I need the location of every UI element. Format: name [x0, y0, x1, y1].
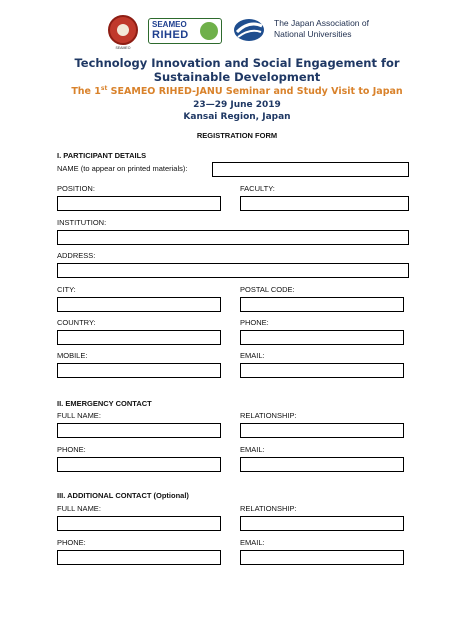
janu-logo-text	[274, 18, 369, 40]
mobile-label: MOBILE:	[57, 351, 88, 360]
additional-email-field[interactable]	[240, 550, 404, 565]
seameo-rihed-logo	[148, 18, 222, 44]
city-label: CITY:	[57, 285, 76, 294]
emergency-email-field[interactable]	[240, 457, 404, 472]
event-location: Kansai Region, Japan	[183, 112, 291, 122]
emergency-phone-label: PHONE:	[57, 445, 86, 454]
country-field[interactable]	[57, 330, 221, 345]
header-logos	[108, 14, 438, 50]
seameo-seal-logo	[108, 15, 138, 45]
janu-logo-icon	[232, 16, 266, 44]
seal-label: SEAMEO	[115, 46, 131, 50]
event-title-line1: Technology Innovation and Social Engagement for	[74, 56, 400, 70]
subtitle-post: SEAMEO RIHED-JANU Seminar and Study Visit to Japan	[107, 86, 403, 98]
subtitle-sup: st	[100, 85, 108, 92]
additional-relationship-field[interactable]	[240, 516, 404, 531]
section-participant-heading: I. PARTICIPANT DETAILS	[57, 151, 147, 160]
event-dates: 23—29 June 2019	[193, 100, 281, 110]
emergency-relationship-field[interactable]	[240, 423, 404, 438]
position-field[interactable]	[57, 196, 221, 211]
emergency-fullname-field[interactable]	[57, 423, 221, 438]
event-title	[0, 56, 474, 84]
postal-code-label: POSTAL CODE:	[240, 285, 295, 294]
phone-field[interactable]	[240, 330, 404, 345]
mobile-field[interactable]	[57, 363, 221, 378]
form-title: REGISTRATION FORM	[196, 131, 278, 140]
event-title-line2: Sustainable Development	[153, 70, 321, 84]
email-field[interactable]	[240, 363, 404, 378]
additional-email-label: EMAIL:	[240, 538, 265, 547]
section-emergency-heading: II. EMERGENCY CONTACT	[57, 399, 152, 408]
janu-line1: The Japan Association of	[274, 18, 369, 28]
emergency-email-label: EMAIL:	[240, 445, 265, 454]
faculty-field[interactable]	[240, 196, 409, 211]
name-field[interactable]	[212, 162, 409, 177]
event-subtitle	[0, 85, 474, 97]
emergency-fullname-label: FULL NAME:	[57, 411, 101, 420]
additional-relationship-label: RELATIONSHIP:	[240, 504, 297, 513]
city-field[interactable]	[57, 297, 221, 312]
additional-fullname-field[interactable]	[57, 516, 221, 531]
postal-code-field[interactable]	[240, 297, 404, 312]
emergency-relationship-label: RELATIONSHIP:	[240, 411, 297, 420]
address-label: ADDRESS:	[57, 251, 96, 260]
email-label: EMAIL:	[240, 351, 265, 360]
position-label: POSITION:	[57, 184, 95, 193]
institution-label: INSTITUTION:	[57, 218, 107, 227]
leaf-icon	[200, 22, 218, 40]
additional-fullname-label: FULL NAME:	[57, 504, 101, 513]
subtitle-pre: The 1	[71, 86, 101, 98]
institution-field[interactable]	[57, 230, 409, 245]
additional-phone-field[interactable]	[57, 550, 221, 565]
country-label: COUNTRY:	[57, 318, 96, 327]
janu-line2: National Universities	[274, 29, 352, 39]
emergency-phone-field[interactable]	[57, 457, 221, 472]
section-additional-heading: III. ADDITIONAL CONTACT (Optional)	[57, 491, 189, 500]
name-label: NAME (to appear on printed materials):	[57, 164, 188, 173]
phone-label: PHONE:	[240, 318, 269, 327]
seameo-logo-line1: SEAMEO	[152, 20, 187, 29]
event-date-location	[0, 99, 474, 123]
additional-phone-label: PHONE:	[57, 538, 86, 547]
address-field[interactable]	[57, 263, 409, 278]
seameo-logo-line2: RIHED	[152, 29, 189, 41]
faculty-label: FACULTY:	[240, 184, 275, 193]
